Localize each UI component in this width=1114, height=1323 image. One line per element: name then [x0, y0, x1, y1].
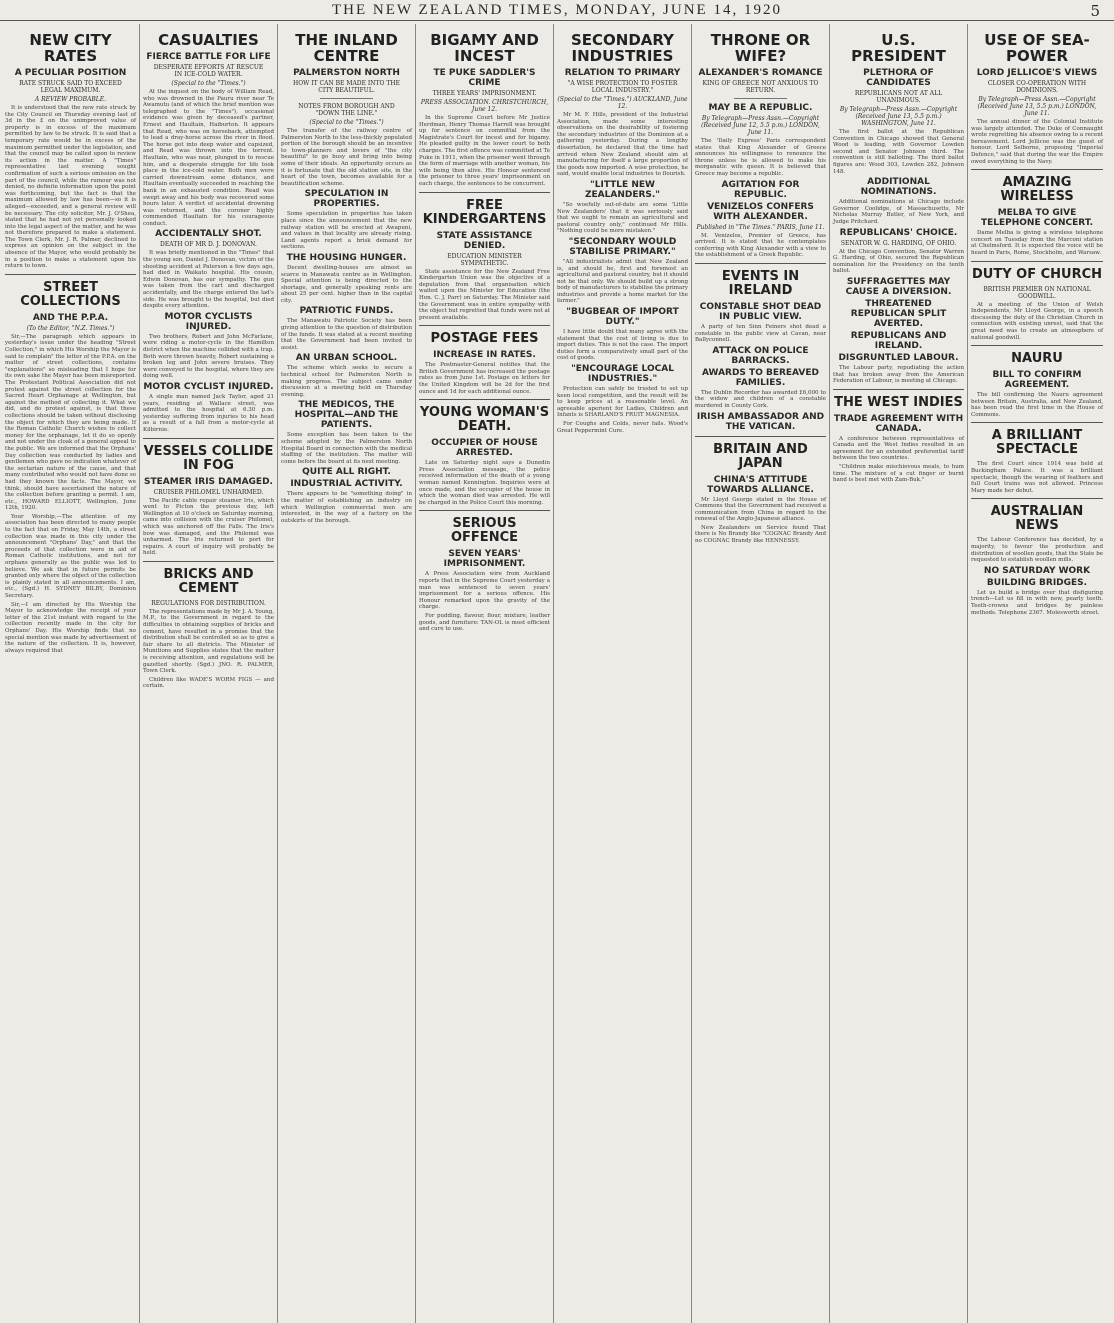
divider — [5, 274, 136, 275]
subheading: MAY BE A REPUBLIC. — [708, 103, 813, 113]
article-text: For Coughs and Colds, never fails. Wood's Great Peppermint Cure. — [557, 421, 688, 434]
divider — [695, 263, 826, 264]
deck-line: CRUISER PHILOMEL UNHARMED. — [153, 488, 264, 496]
headline: EVENTS IN IRELAND — [721, 268, 800, 298]
subheading: PALMERSTON NORTH — [293, 68, 400, 78]
divider — [971, 498, 1103, 499]
headline: THRONE OR WIFE? — [710, 31, 811, 65]
divider — [971, 261, 1103, 262]
headline: A BRILLIANT SPECTACLE — [991, 428, 1083, 458]
headline: DUTY OF CHURCH — [971, 266, 1103, 282]
subheading: RELATION TO PRIMARY — [564, 68, 681, 78]
article-text: Mr M. F. Hills, president of the Industrial Association, made some interesting observations on the desirability of fostering the secondary industries of the Dominion at a gathering yesterday. During a lengthy dissertation, he declared that the time had arrived when New Zealand should aim at manufacturing for itself a large proportion of the goods now imported. A wise protection, he said, would enable local industries to flourish. — [557, 112, 688, 178]
deck-line: KING OF GREECE NOT ANXIOUS TO RETURN. — [702, 80, 819, 94]
subheading: INCREASE IN RATES. — [433, 350, 536, 361]
column-c5 — [554, 24, 692, 1323]
subheading: "ENCOURAGE LOCAL INDUSTRIES." — [571, 364, 674, 385]
deck-line: NOTES FROM BOROUGH AND "DOWN THE LINE." — [298, 103, 395, 117]
article-text: Additional nominations at Chicago include Governor Coolidge, of Massachusetts, Mr Nicholas Murray Butler, of New York, and Judge Pritchard. — [833, 199, 964, 225]
headline: SECONDARY INDUSTRIES — [570, 31, 674, 65]
article-text: The representations made by Mr J. A. Young, M.P., to the Government in regard to the difficulties in obtaining supplies of bricks and cement, have resulted in a promise that the distribution shall be controlled so as to give a fair share to all districts. The Minister of Munitions and Supplies states that the matter is receiving attention, and regulations will be gazetted shortly. (Sgd.) JNO. R. PALMER, Town Clerk. — [143, 608, 274, 675]
article-text: A conference between representatives of Canada and the West Indies resulted in an agreement for an extended preferential tariff between the two countries. — [833, 435, 964, 462]
article-text: The annual dinner of the Colonial Institute was largely attended. The Duke of Connaught wrote regretting his absence owing to a recent bereavement. Lord Jellicoe was the guest of honour. Lord Selborne, proposing "Imperial Defence," said that during the war the Empire owed everything to the Navy. — [971, 119, 1103, 165]
subheading: PATRIOTIC FUNDS. — [299, 306, 394, 317]
divider — [143, 438, 274, 439]
article-text: At the inquest on the body of William Read, who was drowned in the Pauru river near Te Awamutu (and of which the brief mention was telegraphed to the "Times"), occasional evidence was given by deceased's partner, Ernest and Haultain, Haiburton. It appears that Read, who was on horseback, attempted to lead a dray-horse across the river in flood. The horse got into deep water and capsized, and Read was thrown into the torrent. Haultain, who was near, plunged in to rescue him, and a desperate struggle for life took place in the ice-cold water. Both men were carried downstream some distance, and Haultain eventually succeeded in reaching the bank in an exhausted condition. Read was swept away and his body was recovered some hours later. A verdict of accidental drowning was returned, and the coroner highly commended Haultain for his courageous conduct. — [143, 89, 274, 227]
dateline: By Telegraph—Press Assn.—Copyright (Received June 12, 5.5 p.m.) LONDON, June 11. — [701, 115, 820, 136]
masthead — [0, 0, 1114, 21]
subheading: BUILDING BRIDGES. — [986, 577, 1088, 588]
divider — [419, 325, 550, 326]
deck-line: CLOSER CO-OPERATION WITH DOMINIONS. — [987, 80, 1087, 94]
divider — [419, 399, 550, 400]
deck-line: DESPERATE EFFORTS AT RESCUE IN ICE-COLD WATER. — [153, 64, 264, 78]
headline: VESSELS COLLIDE IN FOG — [143, 443, 274, 473]
divider — [833, 389, 964, 390]
divider — [695, 436, 826, 437]
subheading: STEAMER IRIS DAMAGED. — [144, 476, 273, 487]
subheading: "SECONDARY WOULD STABILISE PRIMARY." — [568, 236, 677, 257]
article-text: Let us build a bridge over that disfiguring trench—Let us fill in with new, pearly teeth. Teeth-crowns and bridges by painless methods. Telephone 2367. Molesworth street. — [971, 589, 1103, 616]
subheading: ATTACK ON POLICE BARRACKS. — [712, 345, 809, 366]
divider — [143, 561, 274, 562]
article-text: Protection can safely be trusted to set up keen local competition, and the result will be to keep prices at a reasonable level. An agreeable aperient for Ladies, Children and Infants is SHARLAND'S FRUIT MAGNESIA. — [557, 386, 688, 419]
subheading: MELBA TO GIVE TELEPHONE CONCERT. — [980, 208, 1094, 229]
subheading: FIERCE BATTLE FOR LIFE — [146, 52, 271, 62]
deck-line: REGULATIONS FOR DISTRIBUTION. — [151, 599, 266, 607]
subheading: REPUBLICANS AND IRELAND. — [850, 330, 947, 351]
subheading: STATE ASSISTANCE DENIED. — [436, 230, 533, 251]
deck-line: HOW IT CAN BE MADE INTO THE CITY BEAUTIFUL. — [293, 80, 400, 94]
subheading: MOTOR CYCLIST INJURED. — [143, 381, 274, 392]
subheading: LORD JELLICOE'S VIEWS — [976, 68, 1098, 78]
dateline: (Special to the "Times.") — [309, 119, 384, 126]
article-text: Dame Melba is giving a wireless telephone concert on Tuesday from the Marconi station at Chelmsford. It is expected the voice will be heard in Paris, Rome, Stockholm, and Warsaw. — [971, 230, 1103, 256]
subheading: MOTOR CYCLISTS INJURED. — [164, 311, 253, 332]
headline: BRICKS AND CEMENT — [163, 566, 254, 596]
deck-line: BRITISH PREMIER ON NATIONAL GOODWILL. — [983, 285, 1091, 300]
article-text: Late on Saturday night says a Dunedin Press Association message, the police received information of the death of a young woman named Kennington. Inquiries were at once made, and the occupier of the house in which the woman died was arrested. He will be charged in the Police Court this morning. — [419, 460, 550, 506]
article-text: The scheme which seeks to secure a technical school for Palmerston North is making progress. The subject came under discussion at a meeting held on Thursday evening. — [281, 365, 412, 398]
subheading: ADDITIONAL NOMINATIONS. — [860, 177, 937, 198]
divider — [734, 98, 786, 99]
deck-line: REPUBLICANS NOT AT ALL UNANIMOUS. — [854, 90, 943, 104]
article-text: Children like WADE'S WORM FIGS — and certain. — [143, 676, 274, 690]
article-text: The Pacific cable repair steamer Iris, which went to Picton the previous day, left Wellington at 10 o'clock on Saturday morning, came into collision with the cruiser Philomel, which was anchored off the Falls. The Iris's bow was damaged, and the Philomel was unharmed. The Iris returned to port for repairs. A court of inquiry will probably be held. — [143, 497, 274, 557]
column-c8 — [968, 24, 1106, 1323]
headline: STREET COLLECTIONS — [20, 279, 121, 309]
subheading: ALEXANDER'S ROMANCE — [698, 68, 823, 78]
deck-line: THREE YEARS' IMPRISONMENT. — [432, 90, 537, 97]
article-text: Some speculation in properties has taken place since the announcement that the new railway station will be erected at Awapuni, and values in that locality are already rising. Land agents report a brisk demand for sections. — [281, 211, 412, 251]
article-text: At the Chicago Convention, Senator Warren G. Harding, of Ohio, secured the Republican nomination for the Presidency on the tenth ballot. — [833, 248, 964, 275]
divider — [419, 192, 550, 193]
headline: SERIOUS OFFENCE — [451, 516, 518, 546]
subheading: PLETHORA OF CANDIDATES — [863, 68, 934, 88]
article-text: State assistance for the New Zealand Free Kindergarten Union was the objective of a deputation from that organisation which waited upon the Minister for Education (the Hon. C. J. Parr) on Saturday. The Minister said the Government was in entire sympathy with the object but regretted that funds were not at present available. — [419, 268, 550, 321]
divider — [419, 510, 550, 511]
article-text: The bill confirming the Nauru agreement between Britain, Australia, and New Zealand, has been read the first time in the House of Commons. — [971, 392, 1103, 418]
deck-line: "A WISE PROTECTION TO FOSTER LOCAL INDUSTRY." — [567, 80, 678, 94]
dateline: PRESS ASSOCIATION. CHRISTCHURCH, June 12. — [420, 99, 549, 113]
column-c1 — [2, 24, 140, 1323]
article-text: For pudding, flavour, flour, mixture, leather goods, and furniture: TAN-OL is most efficient and cure to use. — [419, 612, 550, 633]
column-c2 — [140, 24, 278, 1323]
subheading: BILL TO CONFIRM AGREEMENT. — [992, 370, 1082, 391]
article-text: Some exception has been taken to the scheme adopted by the Palmerston North Hospital Board in connection with the medical staffing of the institution. The matter will come before the board at its next meeting. — [281, 432, 412, 465]
columns — [2, 24, 1112, 1323]
article-text: At a meeting of the Union of Welsh Independents, Mr Lloyd George, in a speech discussing the duty of the Christian Church in connection with existing unrest, said that the great need was to create an atmosphere of national goodwill. — [971, 301, 1103, 341]
deck-line: EDUCATION MINISTER SYMPATHETIC. — [447, 252, 522, 267]
article-text: The first ballot at the Republican Convention in Chicago showed that General Wood is leading, with Governor Lowden second and Senator Johnson third. The convention is still balloting. The third ballot figures are: Wood 303, Lowden 282, Johnson 148. — [833, 129, 964, 175]
article-text: I have little doubt that many agree with the statement that the cost of living is due to import duties. This is not the case. The import duties form a comparatively small part of the cost of goods. — [557, 329, 688, 362]
subheading: AGITATION FOR REPUBLIC. — [721, 179, 800, 200]
headline: USE OF SEA-POWER — [984, 31, 1090, 65]
article-text: The Postmaster-General notifies that the British Government has increased the postage rates as from June 1st. Postage on letters for the United Kingdom will be 2d for the first ounce and 1d for each additional ounce. — [419, 362, 550, 395]
article-text: M. Venizelos, Premier of Greece, has arrived. It is stated that he contemplates conferring with King Alexander with a view to the establishment of a Greek Republic. — [695, 232, 826, 259]
dateline: (To the Editor, "N.Z. Times.") — [26, 324, 115, 332]
dateline: Published in "The Times." PARIS, June 11. — [696, 223, 825, 231]
deck-line: RATE STRUCK SAID TO EXCEED LEGAL MAXIMUM. — [19, 80, 122, 94]
article-text: Decent dwelling-houses are almost as scarce in Manawatu centre as in Wellington. Special attention is being directed to the shortage, and generally speaking rents are about 25 per cent. higher than in the capital city. — [281, 264, 412, 304]
subheading: AND THE P.P.A. — [32, 312, 109, 323]
subheading: THE MEDICOS, THE HOSPITAL—AND THE PATIENTS. — [294, 400, 399, 431]
column-c7 — [830, 24, 968, 1323]
subheading: DISGRUNTLED LABOUR. — [838, 352, 959, 363]
divider — [971, 422, 1103, 423]
article-text: The 'Daily Express' Paris correspondent states that King Alexander of Greece announces his willingness to renounce the throne unless he is allowed to make his morganatic wife queen. It is believed that Greece may become a republic. — [695, 138, 826, 177]
column-c3 — [278, 24, 416, 1323]
article-text: A Press Association wire from Auckland reports that in the Supreme Court yesterday a man was sentenced to seven years' imprisonment for a serious offence. His Honour remarked upon the gravity of the charge. — [419, 571, 550, 611]
subheading: OCCUPIER OF HOUSE ARRESTED. — [431, 438, 538, 459]
subheading: THREATENED REPUBLICAN SPLIT AVERTED. — [850, 298, 947, 329]
subheading: VENIZELOS CONFERS WITH ALEXANDER. — [707, 201, 814, 222]
divider — [971, 169, 1103, 170]
masthead-title: THE NEW ZEALAND TIMES, MONDAY, JUNE 14, 1920 — [332, 2, 782, 18]
subheading: "LITTLE NEW ZEALANDERS." — [584, 179, 660, 200]
divider — [971, 345, 1103, 346]
headline: THE WEST INDIES — [834, 394, 963, 410]
dateline: By Telegraph—Press Assn.—Copyright (Received June 13, 5.5 p.m.) WASHINGTON, June 11. — [839, 106, 958, 127]
headline: THE INLAND CENTRE — [295, 31, 398, 65]
headline: AUSTRALIAN NEWS — [990, 504, 1084, 534]
headline: NAURU — [1011, 351, 1063, 367]
article-text: The Labour Conference has decided, by a majority, to favour the production and distribution of woollen goods, that the State be requested to establish woollen mills. — [971, 537, 1103, 564]
article-text: Sir,—I am directed by His Worship the Mayor to acknowledge the receipt of your letter of the 21st instant with regard to the collection recently made in the city for Orphans' Day. His Worship finds that no special mention was made by advertisement of the nature of the collection. It is, however, always required that — [5, 601, 136, 654]
subheading: A PECULIAR POSITION — [14, 68, 127, 78]
deck-line: DEATH OF MR D. J. DONOVAN. — [160, 241, 257, 249]
dateline: A REVIEW PROBABLE. — [34, 96, 107, 103]
headline: BRITAIN AND JAPAN — [713, 441, 808, 471]
dateline: (Special to the "Times.") AUCKLAND, June 12. — [557, 96, 688, 110]
dateline: (Special to the "Times.") — [171, 80, 246, 87]
subheading: REPUBLICANS' CHOICE. — [839, 227, 958, 238]
article-text: The Manawatu Patriotic Society has been giving attention to the question of distribution of the funds. It was stated at a recent meeting that the Government had been invited to assist. — [281, 318, 412, 351]
column-c6 — [692, 24, 830, 1323]
article-text: In the Supreme Court before Mr Justice Herdman, Henry Thomas Harrell was brought up for sentence on committal from the Magistrate's Court for incest and for bigamy. He pleaded guilty in the lower court to both charges. The first offence was committed at Te Puke in 1911, when the prisoner went through the form of marriage with another woman, his wife being then alive. His Honour sentenced the prisoner to three years' imprisonment on each charge, the sentences to be concurrent. — [419, 115, 550, 187]
dateline: By Telegraph—Press Assn.—Copyright (Received June 13, 5.5 p.m.) LONDON, June 11. — [977, 96, 1097, 117]
article-text: It was briefly mentioned in the "Times" that the young son, Daniel J. Donovan, victim of the shooting accident at Paterson a few days ago, had died in Waikato hospital. His cousin, Edwin Donovan, has our sympathy. The gun was taken from the cart and discharged accidentally, and the charge entered the lad's side. He was brought to the hospital, but died despite every attention. — [143, 250, 274, 310]
subheading: NO SATURDAY WORK — [983, 565, 1091, 576]
column-c4 — [416, 24, 554, 1323]
article-text: There appears to be "something doing" in the matter of establishing an industry on which Wellington commercial men are interested, in the way of a factory on the outskirts of the borough. — [281, 491, 412, 524]
headline: BIGAMY AND INCEST — [430, 31, 539, 65]
headline: U.S. PRESIDENT — [851, 31, 946, 65]
article-text: A single man named Jack Taylor, aged 21 years, residing at Wallace street, was admitted to the hospital at 6.30 p.m. yesterday suffering from injuries to his head as a result of a fall from a motor-cycle at Kilbirnie. — [143, 393, 274, 433]
article-text: The Dublin Recorder has awarded £6,000 to the widow and children of a constable murdered in County Cork. — [695, 389, 826, 409]
article-text: "Children make mischievous meals, to hum time. The mixture of a cut finger or burnt hand is best met with Zam-Buk." — [833, 464, 964, 484]
page-number: 5 — [1090, 2, 1100, 20]
subheading: SUFFRAGETTES MAY CAUSE A DIVERSION. — [845, 276, 952, 297]
subheading: INDUSTRIAL ACTIVITY. — [290, 479, 403, 490]
article-text: A party of ten Sinn Feiners shot dead a constable in the public view at Cavan, near Ballyconnell. — [695, 323, 826, 344]
deck-line: SENATOR W. G. HARDING, OF OHIO. — [840, 239, 957, 247]
subheading: QUITE ALL RIGHT. — [302, 467, 391, 478]
subheading: AN URBAN SCHOOL. — [295, 353, 398, 364]
article-text: The transfer of the railway centre of Palmerston North to the less-thickly populated portion of the borough should be an incentive to town-planners and lovers of "the city beautiful" to go busy and bring into being some of their ideals. An opportunity occurs as it is fortunate that the old station site, in the heart of the town, becomes available for a beautification scheme. — [281, 128, 412, 187]
headline: POSTAGE FEES — [430, 331, 539, 347]
headline: FREE KINDERGARTENS — [422, 197, 547, 227]
article-text: The first Court since 1914 was held at Buckingham Palace. It was a brilliant spectacle, though the wearing of feathers and full Court trains was not allowed. Princess Mary made her debut. — [971, 461, 1103, 494]
article-text: It is understood that the new rate struck by the City Council on Thursday evening last of 3d in the £ on the unimproved value of property is in excess of the maximum permitted by law to be struck. It is said that a temporary rate would be in excess of the maximum permitted under the legislation, and that the council may be called upon to review its action in the matter. A "Times" representative last evening sought confirmation of such a serious omission on the part of the council, while the rumour was not denied, no definite information upon the point was forthcoming, but the fact is that the maximum allowed by law has been—so it is alleged—exceeded, and a general review will be necessary. The city solicitor, Mr. J. O'Shea, stated that he had not yet personally looked into the legal aspect of the matter, and he was not therefore prepared to make a statement. The Town Clerk, Mr. J. R. Palmer, declined to express an opinion on the subject in the absence of the Mayor, who would probably be in a position to make a statement upon his return to town. — [5, 105, 136, 270]
subheading: SPECULATION IN PROPERTIES. — [304, 189, 389, 210]
subheading: TE PUKE SADDLER'S CRIME — [433, 68, 536, 88]
subheading: IRISH AMBASSADOR AND THE VATICAN. — [696, 411, 825, 432]
article-text: "So woefully out-of-date are some 'Little New Zealanders' that it was seriously said that we ought to remain an agricultural and pastoral country only," continued Mr Hills. "Nothing could be more mistaken." — [557, 201, 688, 235]
divider — [320, 98, 372, 99]
subheading: SEVEN YEARS' IMPRISONMENT. — [443, 549, 526, 570]
article-text: Mr Lloyd George stated in the House of Commons that the Government had received a communication from China in regard to the renewal of the Anglo-Japanese alliance. — [695, 496, 826, 523]
subheading: "BUGBEAR OF IMPORT DUTY." — [566, 307, 679, 328]
article-text: Two brothers, Robert and John McFarlane, were riding a motor-cycle in the Hamilton district when the machine collided with a trap. Both were thrown heavily, Robert sustaining a broken leg and John severe bruises. They were conveyed to the hospital, where they are doing well. — [143, 333, 274, 380]
headline: YOUNG WOMAN'S DEATH. — [419, 405, 550, 435]
subheading: THE HOUSING HUNGER. — [286, 252, 407, 263]
subheading: CONSTABLE SHOT DEAD IN PUBLIC VIEW. — [699, 301, 822, 322]
article-text: Sir,—The paragraph which appears in yesterday's issue under the heading "Street Collection," in which His Worship the Mayor is said to complain" the letter of the P.P.A. on the matter of street collections, contains "explanations" so misleading that I hope for its own sake the Mayor has been misreported. The Protestant Political Association did not protest against the street collection for the Sacred Heart Orphanage at Wellington, but against the method of collecting it. What we did, and do protest against, is that these collections should be taken without disclosing the object for which they are being made. If the Roman Catholic Church wishes to collect money for the orphanage, let it do so openly and not under the cloak of a general appeal to the public. We are informed that the Orphans' Day collection was conducted by ladies and gentlemen who gave no indication whatever of the sectarian nature of the cause, and that many contributed who would not have done so had they known the facts. The Mayor, we think, should have ascertained the nature of the collection before granting a permit. I am, etc., HOWARD ELLIOTT, Wellington, June 12th, 1920. — [5, 333, 136, 512]
headline: CASUALTIES — [158, 31, 259, 49]
article-text: New Zealanders on Service found That there is No Brandy like "COGNAC Brandy And no COGNAC Brandy like HENNESSY. — [695, 524, 826, 545]
article-text: Your Worship,—The attention of my association has been directed to many people to the fact that on Friday, May 14th, a street collection was made in this city under the announcement "Orphans' Day," and that the proceeds of that collection were in aid of Roman Catholic institutions, and not for orphans generally as the public was led to believe. We ask that in future permits be granted only where the object of the collection is plainly stated in all announcements. I am, etc., (Sgd.) H. SYDNEY BILBY, Dominion Secretary. — [5, 513, 136, 599]
subheading: ACCIDENTALLY SHOT. — [155, 229, 262, 240]
headline: NEW CITY RATES — [29, 31, 112, 65]
article-text: "All industrialists admit that New Zealand is, and should be, first and foremost an agricultural and pastoral country, but it should not be that only. We should build up a strong body of manufacturers to stabilise the primary industries and provide a home market for the farmer." — [557, 258, 688, 305]
subheading: AWARDS TO BEREAVED FAMILIES. — [701, 367, 819, 388]
article-text: The Labour party, repudiating the action that has broken away from the American Federation of Labour, is meeting at Chicago. — [833, 364, 964, 385]
headline: AMAZING WIRELESS — [1000, 175, 1074, 205]
subheading: CHINA'S ATTITUDE TOWARDS ALLIANCE. — [707, 474, 814, 495]
subheading: TRADE AGREEMENT WITH CANADA. — [833, 413, 964, 434]
